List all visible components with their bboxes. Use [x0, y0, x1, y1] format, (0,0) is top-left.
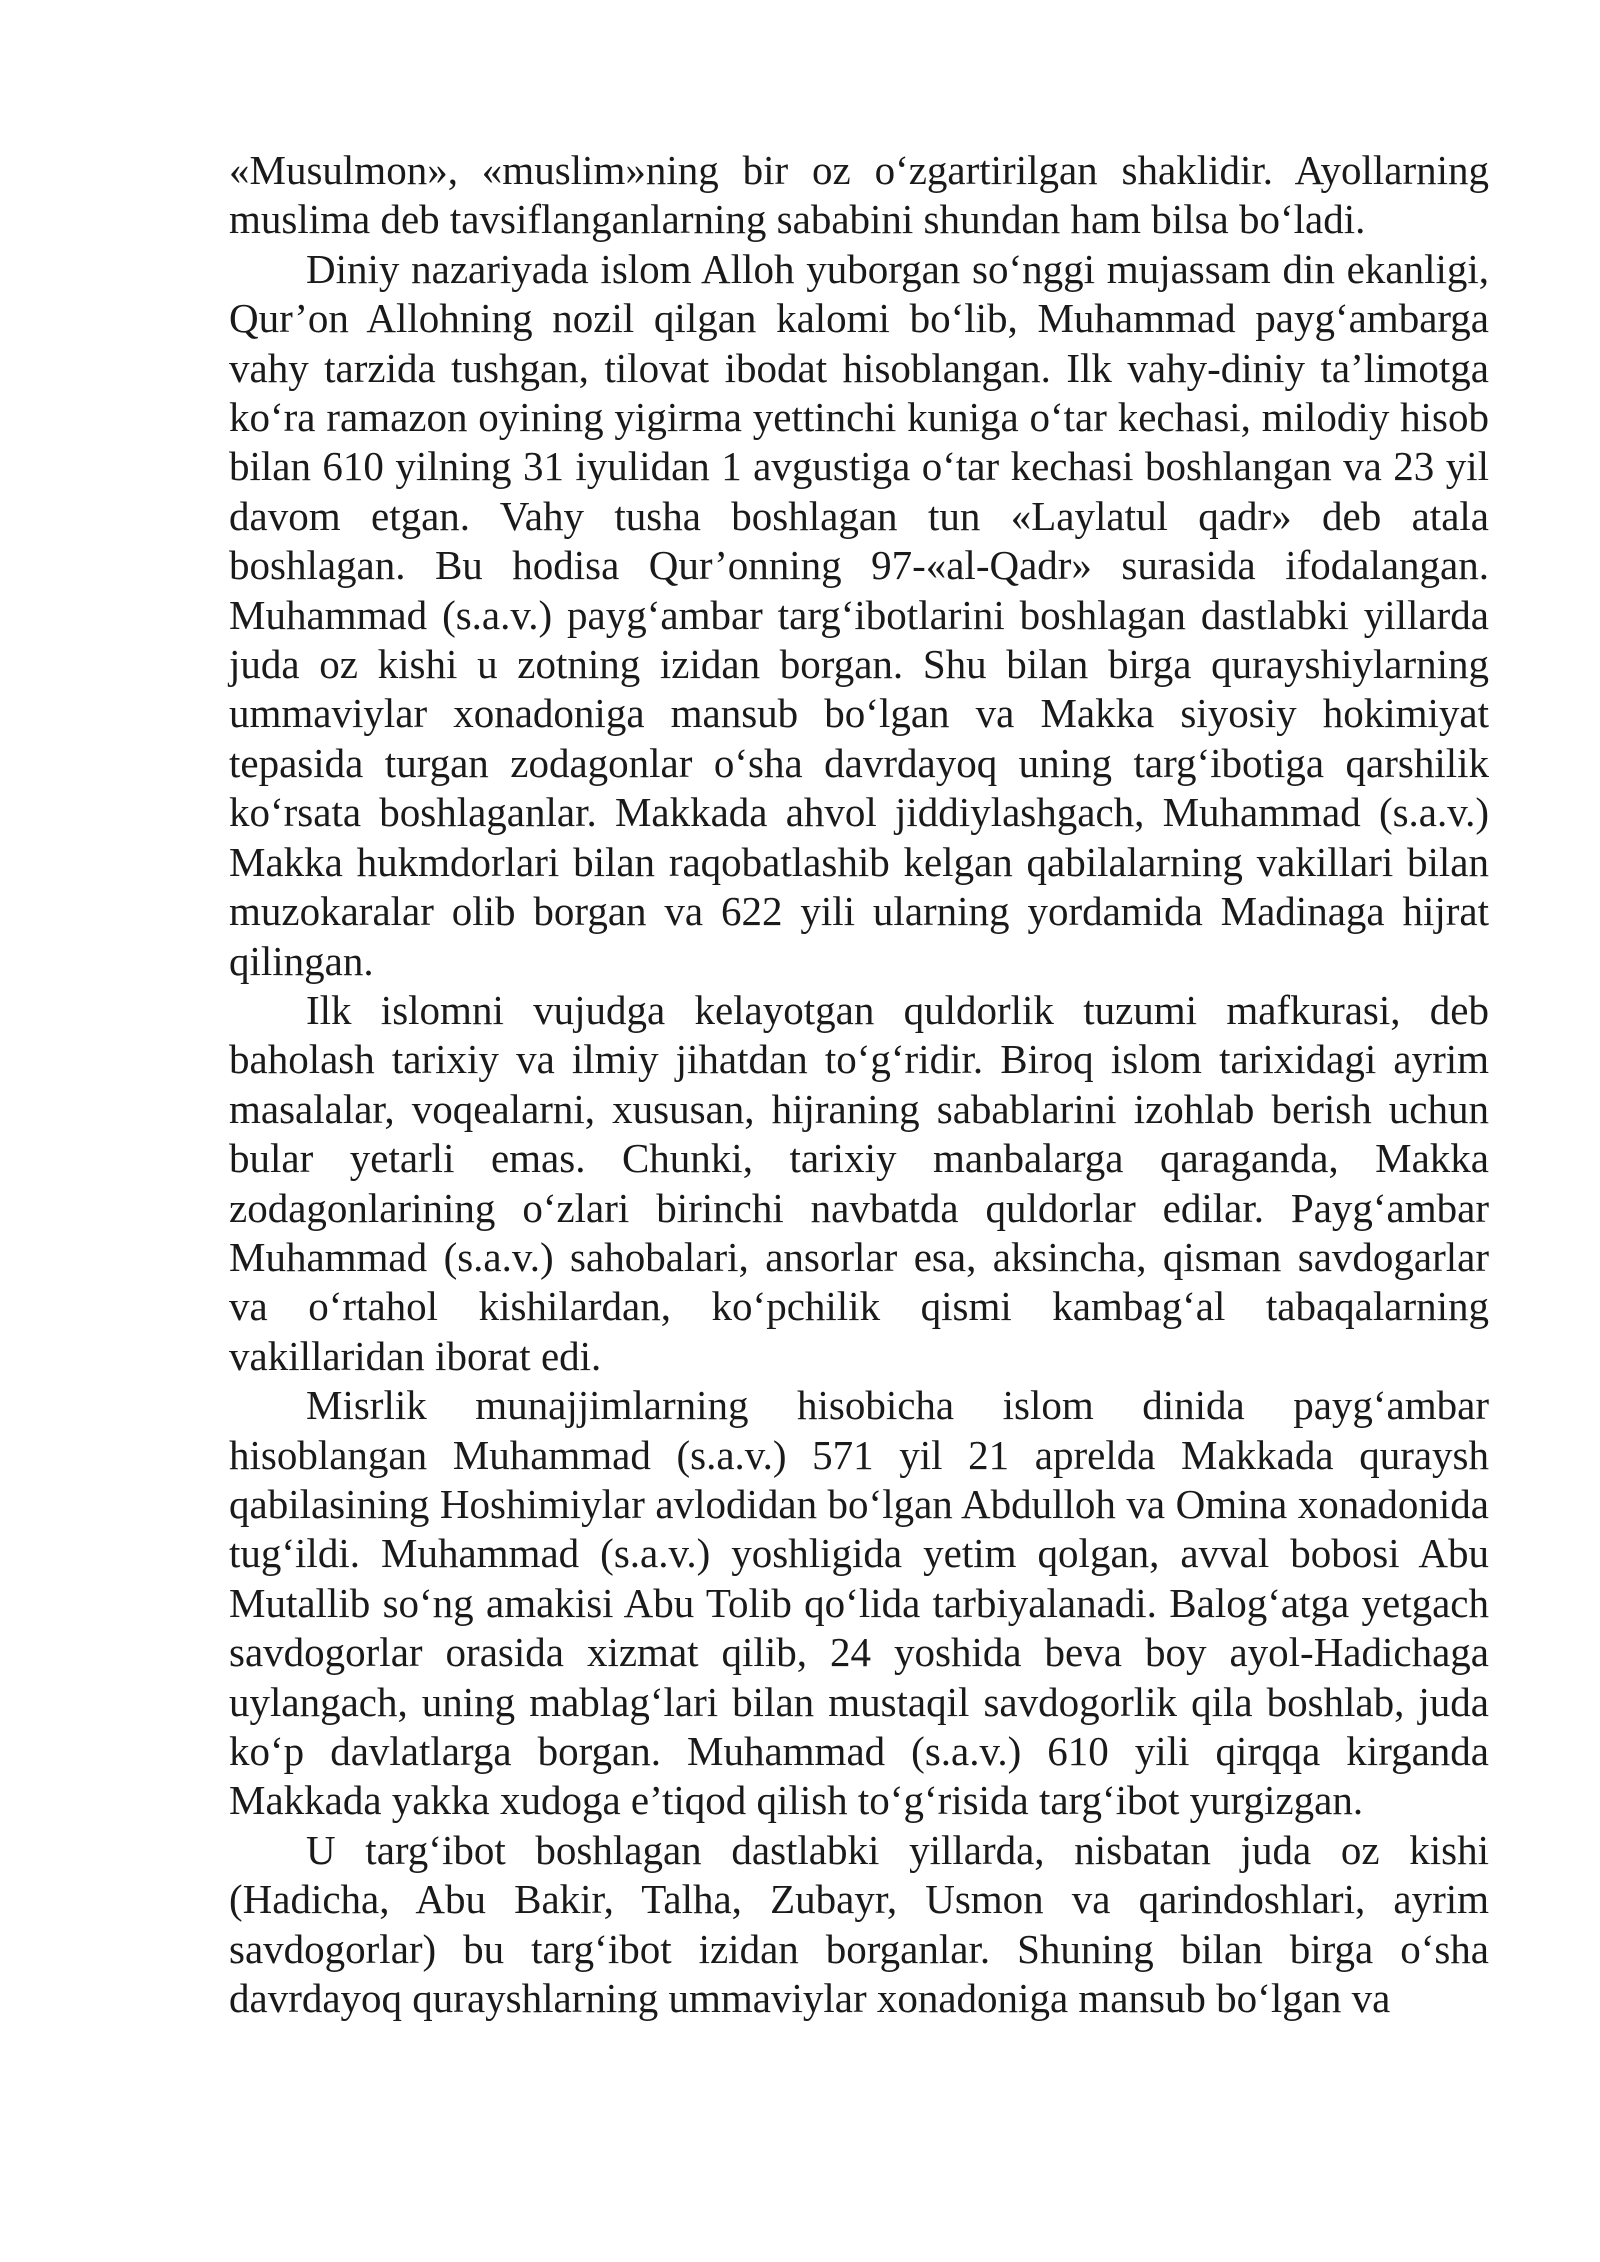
paragraph-1: «Musulmon», «muslim»ning bir oz o‘zgartirilgan shaklidir. Ayollarning muslima deb tavsiflanganlarning sababini shundan ham bilsa bo‘ladi.: [229, 147, 1489, 243]
paragraph-3: Ilk islomni vujudga kelayotgan quldorlik tuzumi mafkurasi, deb baholash tarixiy va ilmiy jihatdan to‘g‘ridir. Biroq islom tarixidagi ayrim masalalar, voqealarni, xususan, hijraning sabablarini izohlab berish uchun bular yetarli emas. Chunki, tarixiy manbalarga qaraganda, Makka zodagonlarining o‘zlari birinchi navbatda quldorlar edilar. Payg‘ambar Muhammad (s.a.v.) sahobalari, ansorlar esa, aksincha, qisman savdogarlar va o‘rtahol kishilardan, ko‘pchilik qismi kambag‘al tabaqalarning vakillaridan iborat edi.: [229, 986, 1489, 1379]
paragraph-5: U targ‘ibot boshlagan dastlabki yillarda, nisbatan juda oz kishi (Hadicha, Abu Bakir, Talha, Zubayr, Usmon va qarindoshlari, ayrim savdogorlar) bu targ‘ibot izidan borganlar. Shuning bilan birga o‘sha davrdayoq qurayshlarning ummaviylar xonadoniga mansub bo‘lgan va: [229, 1826, 1489, 2022]
paragraph-2: Diniy nazariyada islom Alloh yuborgan so‘nggi mujassam din ekanligi, Qur’on Allohning nozil qilgan kalomi bo‘lib, Muhammad payg‘ambarga vahy tarzida tushgan, tilovat ibodat hisoblangan. Ilk vahy-diniy ta’limotga ko‘ra ramazon oyining yigirma yettinchi kuniga o‘tar kechasi, milodiy hisob bilan 610 yilning 31 iyulidan 1 avgustiga o‘tar kechasi boshlangan va 23 yil davom etgan. Vahy tusha boshlagan tun «Laylatul qadr» deb atala boshlagan. Bu hodisa Qur’onning 97-«al-Qadr» surasida ifodalangan. Muhammad (s.a.v.) payg‘ambar targ‘ibotlarini boshlagan dastlabki yillarda juda oz kishi u zotning izidan borgan. Shu bilan birga qurayshiylarning ummaviylar xonadoniga mansub bo‘lgan va Makka siyosiy hokimiyat tepasida turgan zodagonlar o‘sha davrdayoq uning targ‘ibotiga qarshilik ko‘rsata boshlaganlar. Makkada ahvol jiddiylashgach, Muhammad (s.a.v.) Makka hukmdorlari bilan raqobatlashib kelgan qabilalarning vakillari bilan muzokaralar olib borgan va 622 yili ularning yordamida Madinaga hijrat qilingan.: [229, 245, 1489, 984]
paragraph-4: Misrlik munajjimlarning hisobicha islom dinida payg‘ambar hisoblangan Muhammad (s.a.v.) 571 yil 21 aprelda Makkada quraysh qabilasining Hoshimiylar avlodidan bo‘lgan Abdulloh va Omina xonadonida tug‘ildi. Muhammad (s.a.v.) yoshligida yetim qolgan, avval bobosi Abu Mutallib so‘ng amakisi Abu Tolib qo‘lida tarbiyalanadi. Balog‘atga yetgach savdogorlar orasida xizmat qilib, 24 yoshida beva boy ayol-Hadichaga uylangach, uning mablag‘lari bilan mustaqil savdogorlik qila boshlab, juda ko‘p davlatlarga borgan. Muhammad (s.a.v.) 610 yili qirqqa kirganda Makkada yakka xudoga e’tiqod qilish to‘g‘risida targ‘ibot yurgizgan.: [229, 1382, 1489, 1824]
document-page: [229, 146, 1489, 2023]
